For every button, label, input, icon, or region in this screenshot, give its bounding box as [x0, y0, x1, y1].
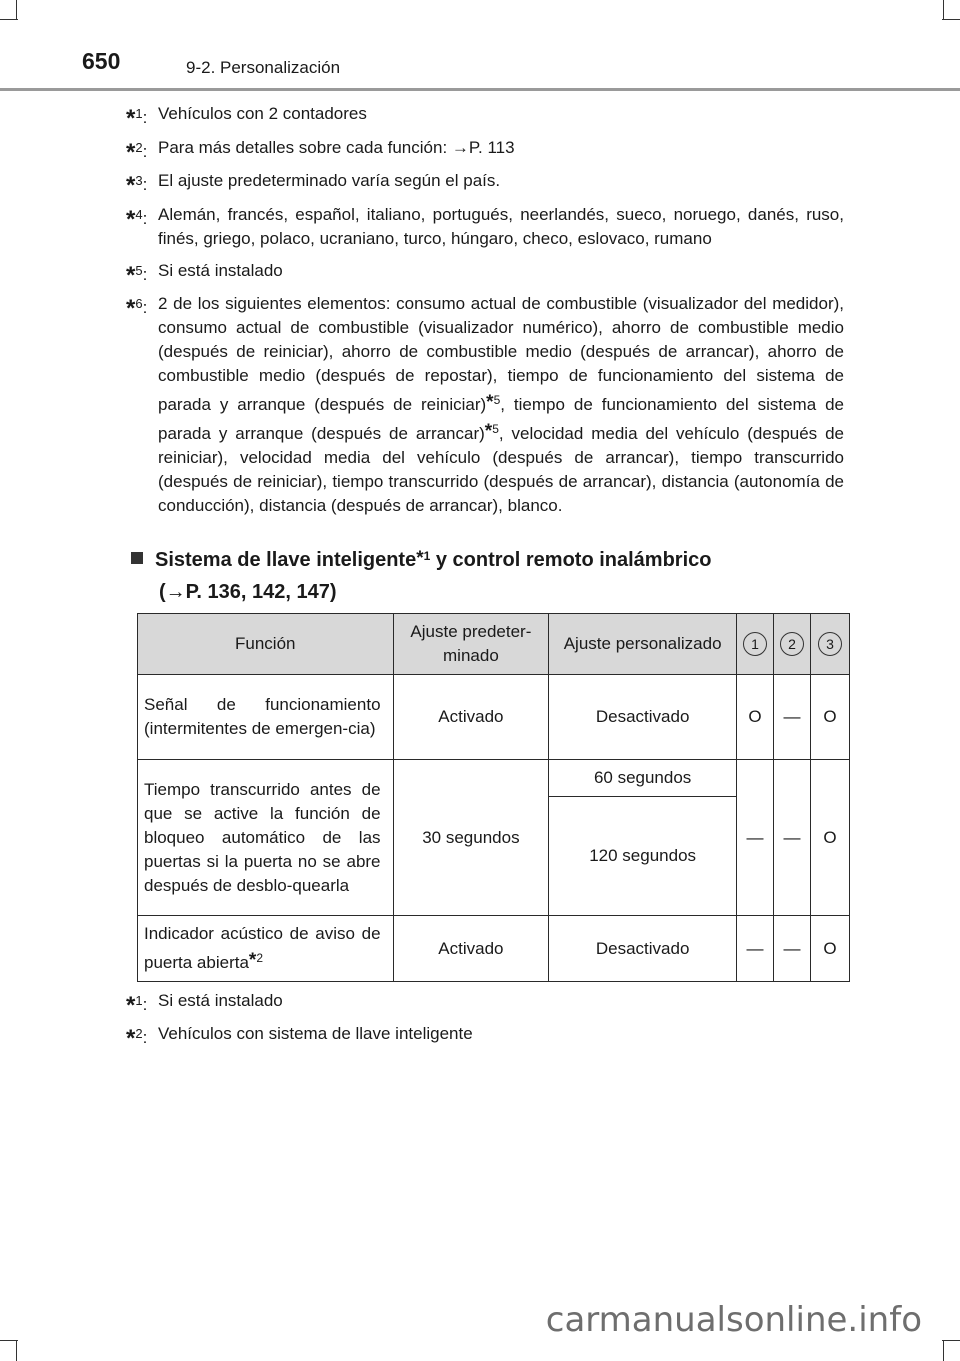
cell-mark: — — [774, 675, 811, 760]
cell-custom: 60 segundos — [549, 760, 737, 797]
crop-mark — [16, 0, 17, 20]
header-default-setting: Ajuste predeter-minado — [393, 614, 549, 675]
cell-funcion: Tiempo transcurrido antes de que se active la función de bloqueo automático de las puertas si la puerta no se abre después de desblo-quearla — [138, 760, 394, 916]
header-custom-setting: Ajuste personalizado — [549, 614, 737, 675]
watermark: carmanualsonline.info — [545, 1300, 922, 1340]
footnote: *$^1$: Si está instalado — [126, 991, 283, 1019]
footnote: *$^2$: Vehículos con sistema de llave inteligente — [126, 1024, 473, 1052]
footnote: *$^6$: 2 de los siguientes elementos: consumo actual de combustible (visualizador del medidor), consumo actual de combustible (visualizador numérico), ahorro de combustible medio (después de reiniciar), ahorro de combustible medio (después de arrancar), ahorro de combustible medio (después de repostar), tiempo de funcionamiento del sistema de parada y arranque (después de reiniciar)*$^5$, tiempo de funcionamiento del sistema de parada y arranque (después de arrancar)*$^5$, velocidad media del vehículo (después de reiniciar), velocidad media del vehículo (después de arrancar), tiempo transcurrido (después de reiniciar), tiempo transcurrido (después de arrancar), distancia (autonomía de conducción), distancia (después de arrancar), blanco. — [126, 294, 844, 515]
crop-mark — [942, 19, 960, 20]
table-row — [138, 916, 850, 982]
cell-mark: — — [737, 916, 774, 982]
cell-default: 30 segundos — [393, 760, 549, 916]
cell-mark: O — [811, 760, 850, 916]
cell-mark: O — [737, 675, 774, 760]
circled-2-icon: 2 — [780, 632, 804, 656]
cell-custom: Desactivado — [549, 675, 737, 760]
cell-funcion: Indicador acústico de aviso de puerta abierta*$^2$ — [138, 916, 394, 982]
circled-3-icon: 3 — [818, 632, 842, 656]
crop-mark — [0, 19, 18, 20]
square-bullet-icon — [131, 552, 143, 564]
table-row — [138, 760, 850, 797]
header-divider — [0, 88, 960, 91]
crop-mark — [943, 0, 944, 20]
cell-mark: O — [811, 916, 850, 982]
crop-mark — [16, 1340, 17, 1361]
footnote: *$^2$: Para más detalles sobre cada función: →P. 113 — [126, 138, 515, 166]
section-heading: Sistema de llave inteligente*$^1$ y control remoto inalámbrico (→P. 136, 142, 147) — [131, 540, 711, 608]
cell-custom: Desactivado — [549, 916, 737, 982]
footnote: *$^3$: El ajuste predeterminado varía según el país. — [126, 171, 501, 199]
table-row — [138, 675, 850, 760]
settings-table — [137, 613, 850, 982]
page-number: 650 — [82, 48, 121, 74]
crop-mark — [943, 1340, 944, 1361]
footnote: *$^4$: Alemán, francés, español, italiano, portugués, neerlandés, sueco, noruego, danés, ruso, finés, griego, polaco, ucraniano, turco, húngaro, checo, eslovaco, rumano — [126, 205, 844, 248]
cell-default: Activado — [393, 675, 549, 760]
cell-mark: O — [811, 675, 850, 760]
crop-mark — [0, 1340, 18, 1341]
section-title: 9-2. Personalización — [186, 58, 341, 77]
cell-custom: 120 segundos — [549, 797, 737, 916]
table-header-row — [138, 614, 850, 675]
cell-funcion: Señal de funcionamiento (intermitentes de emergen-cia) — [138, 675, 394, 760]
cell-mark: — — [774, 760, 811, 916]
footnote: *$^5$: Si está instalado — [126, 261, 283, 289]
crop-mark — [942, 1340, 960, 1341]
cell-mark: — — [737, 760, 774, 916]
circled-1-icon: 1 — [743, 632, 767, 656]
cell-mark: — — [774, 916, 811, 982]
cell-default: Activado — [393, 916, 549, 982]
footnote: *$^1$: Vehículos con 2 contadores — [126, 104, 367, 132]
header-funcion: Función — [138, 614, 394, 675]
